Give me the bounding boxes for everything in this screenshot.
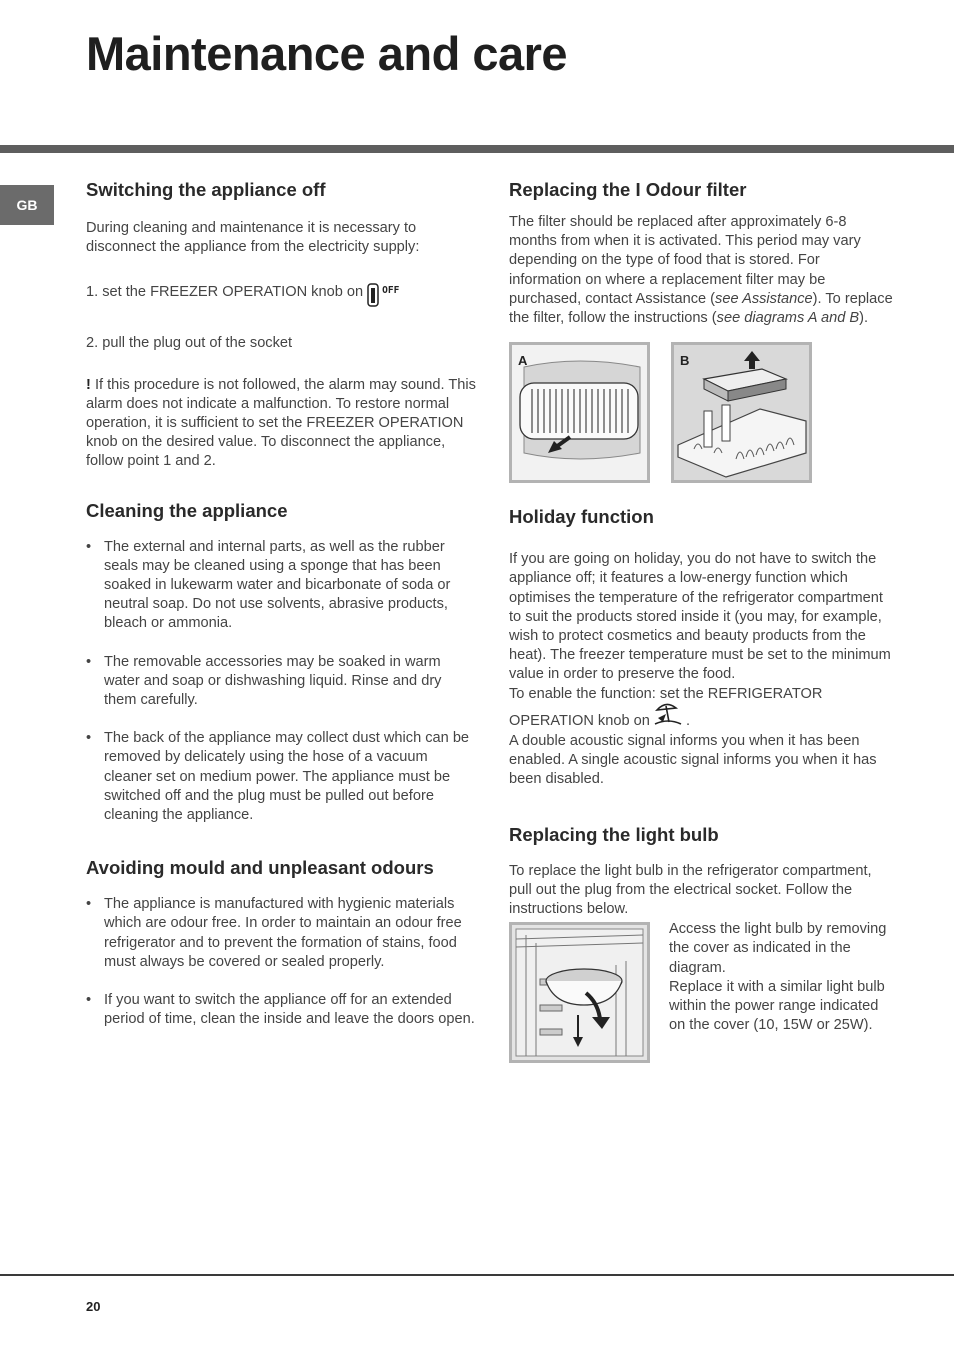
holiday-knob-text: OPERATION knob on [509,712,650,729]
right-column [509,178,894,1063]
knob-icon [367,283,379,307]
holiday-para-4: A double acoustic signal informs you when it has been enabled. A single acoustic signal informs you when it has been disabled. [509,733,877,788]
light-bulb-step-2: Replace it with a similar light bulb within the power range indicated on the cover (10, 15W or 25W). [669,978,885,1034]
language-tab: GB [0,185,54,225]
holiday-para-2: To enable the function: set the REFRIGERATOR [509,685,823,702]
light-cover-illustration [512,925,647,1060]
cleaning-list [86,538,476,826]
odour-filter-heading: Replacing the I Odour filter [509,179,747,200]
filter-diagrams [509,342,894,483]
beach-umbrella-icon [654,702,682,726]
light-bulb-diagram [509,922,650,1063]
odour-text-c: ). [859,310,869,327]
switching-off-step-1 [86,283,476,307]
light-bulb-heading: Replacing the light bulb [509,823,719,845]
switching-off-intro: During cleaning and maintenance it is necessary to disconnect the appliance from the electricity supply: [86,220,420,256]
switching-off-warning [86,376,476,472]
step-1-text: 1. set the FREEZER OPERATION knob on [86,284,364,301]
list-item: • If you want to switch the appliance off for an extended period of time, clean the inside and leave the doors open. [86,991,476,1029]
diagram-a-label: A [518,353,528,369]
mould-list [86,895,476,1029]
cleaning-section [86,499,476,826]
light-bulb-section [509,823,894,1064]
switching-off-step-2: 2. pull the plug out of the socket [86,335,293,352]
odour-filter-text [509,213,894,328]
page-number: 20 [86,1299,101,1314]
header-divider [0,145,954,153]
holiday-umbrella-icon [654,702,682,732]
light-bulb-side-text [669,920,894,1035]
holiday-section [509,505,894,789]
off-knob-icon [367,283,399,307]
holiday-para-3 [509,710,894,732]
off-label: OFF [382,285,400,297]
footer-divider [0,1274,954,1276]
see-assistance-ref: see Assistance [715,290,813,307]
holiday-heading: Holiday function [509,506,654,528]
warning-mark: ! [86,376,91,393]
holiday-knob-suffix: . [685,712,691,729]
mould-heading: Avoiding mould and unpleasant odours [86,857,434,879]
list-item: • The external and internal parts, as well as the rubber seals may be cleaned using a sponge that has been soaked in lukewarm water and bicarbonate of soda or neutral soap. Do not use solvents, abrasive products, bleach or ammonia. [86,538,476,634]
left-column [86,178,476,1029]
list-item: • The appliance is manufactured with hygienic materials which are odour free. In order to maintain an odour free refrigerator and to prevent the formation of stains, food must always be covered or sealed properly. [86,895,476,972]
switching-off-section [86,178,476,472]
light-bulb-step-1: Access the light bulb by removing the cover as indicated in the diagram. [669,921,887,976]
filter-cover-illustration [512,345,647,480]
switching-off-heading: Switching the appliance off [86,179,326,200]
diagram-a [509,342,650,483]
see-diagrams-ref: see diagrams A and B [716,310,860,327]
holiday-para-1: If you are going on holiday, you do not have to switch the appliance off; it features a low-energy function which optimises the temperature of the refrigerator compartment to suit the products stored inside it (you may, for example, wish to protect cosmetics and beauty products from the heat). The freezer temperature must be set to the minimum value in order to preserve the food. [509,551,891,683]
cleaning-heading: Cleaning the appliance [86,499,288,521]
diagram-b [671,342,812,483]
page-title: Maintenance and care [86,27,568,80]
light-bulb-body [509,919,894,1063]
warning-text: If this procedure is not followed, the alarm may sound. This alarm does not indicate a malfunction. To restore normal operation, it is sufficient to set the FREEZER OPERATION knob on the desired value. To disconnect the appliance, follow point 1 and 2. [86,376,476,470]
odour-text-b: ). To replace the filter, follow the instructions ( [509,290,893,327]
light-bulb-intro: To replace the light bulb in the refrigerator compartment, pull out the plug from the electrical socket. Follow the instructions below. [509,862,872,918]
list-item: • The removable accessories may be soaked in warm water and soap or dishwashing liquid. Rinse and dry them carefully. [86,653,476,711]
odour-text-a: The filter should be replaced after approximately 6-8 months from when it is activated. This period may vary depending on the type of food that is stored. For information on where a replacement filter may be purchased, contact Assistance ( [509,214,861,307]
mould-section [86,856,476,1029]
odour-filter-section [509,178,894,483]
filter-insert-illustration [674,345,809,480]
diagram-b-label: B [680,353,690,369]
list-item: • The back of the appliance may collect dust which can be removed by delicately using the hose of a vacuum cleaner set on medium power. The appliance must be switched off and the plug must be pulled out before cleaning the appliance. [86,729,476,825]
